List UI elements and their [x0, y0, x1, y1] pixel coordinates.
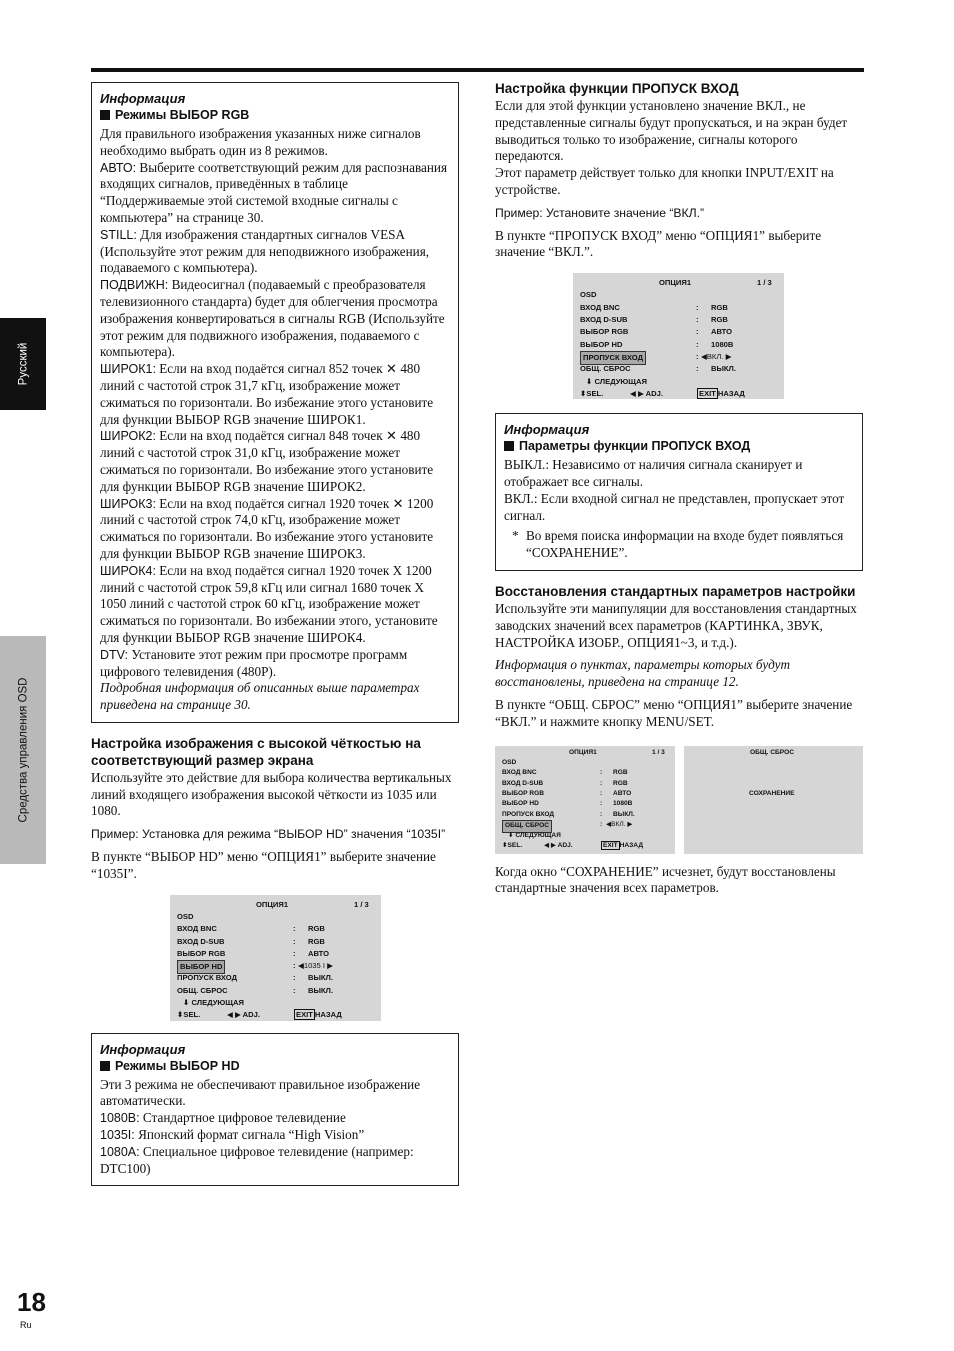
osd-row[interactable]: ВЫБОР HD : 1080B	[502, 800, 633, 808]
side-tab-section: Средства управления OSD	[0, 636, 46, 864]
osd-saving-message: СОХРАНЕНИЕ	[749, 789, 795, 797]
osd-saving-screen	[684, 746, 863, 854]
info-intro: Для правильного изображения указанных ниже сигналов необходимо выбрать один из 8 режимов.	[100, 126, 421, 158]
side-tab-language: Русский	[0, 318, 46, 410]
hd-section-instruction: В пункте “ВЫБОР HD” меню “ОПЦИЯ1” выберите значение “1035I”.	[91, 849, 436, 881]
info-box-skip-params: Информация Параметры функции ПРОПУСК ВХОД ВЫКЛ.: Независимо от наличия сигнала сканирует и отображает все сигналы. ВКЛ.: Если входной сигнал не представлен, пропускает этот сигнал. * Во время поиска информации на входе будет появляться “СОХРАНЕНИЕ”.	[495, 413, 863, 571]
arrow-right-icon: ▶	[327, 961, 333, 971]
osd-row[interactable]: ВЫБОР RGB : АВТО	[177, 948, 330, 958]
left-column	[91, 82, 459, 1186]
exit-key-icon: EXIT	[296, 1010, 313, 1020]
osd-row[interactable]: ВЫБОР RGB : АВТО	[580, 327, 733, 337]
updown-icon: ⬍	[502, 842, 508, 850]
osd-row[interactable]: ВХОД BNC : RGB	[177, 924, 325, 934]
osd-row[interactable]: ОБЩ. СБРОС : ВЫКЛ.	[177, 985, 333, 995]
arrow-right-icon: ▶	[234, 1010, 241, 1020]
info-box-rgb-modes	[91, 82, 459, 723]
osd-row[interactable]: ВХОД D-SUB : RGB	[177, 936, 325, 946]
osd-row[interactable]: ОБЩ. СБРОС : ВЫКЛ.	[580, 364, 736, 374]
osd-row-selected[interactable]: ПРОПУСК ВХОД : ◀ВКЛ. ▶	[580, 351, 784, 363]
square-bullet-icon	[504, 441, 514, 451]
arrow-left-icon: ◀	[630, 388, 636, 398]
square-bullet-icon	[100, 110, 110, 120]
mode-dtv: DTV: Установите этот режим при просмотре программ цифрового телевидения (480P).	[100, 646, 408, 679]
arrow-right-icon: ▶	[725, 351, 732, 361]
exit-key-icon: EXIT	[699, 388, 716, 398]
osd-row-selected[interactable]: ОБЩ. СБРОС : ◀ВКЛ. ▶	[502, 820, 675, 830]
mode-wide4: ШИРОК4: Если на вход подаётся сигнал 1920 точек X 1200 линий с частотой строк 59,8 кГц или сигнал 1680 точек X 1050 линий с частотой строк 60 кГц, изображение может сжиматься по горизонтали. Во избежании этого, установите для функции ВЫБОР RGB значение ШИРОК4.	[100, 562, 438, 645]
arrow-right-icon: ▶	[637, 388, 644, 398]
osd-row[interactable]: ВЫБОР RGB : АВТО	[502, 790, 632, 798]
top-rule	[91, 68, 864, 72]
exit-key-icon: EXIT	[603, 842, 618, 850]
osd-next[interactable]: ⬇ СЛЕДУЮЩАЯ	[586, 376, 647, 386]
mode-wide2: ШИРОК2: Если на вход подаётся сигнал 848 точек ✕ 480 линий с частотой строк 31,0 кГц, изображение может сжиматься по горизонтали. Во избежание этого установите для функции ВЫБОР RGB значение ШИРОК2.	[100, 428, 434, 494]
square-bullet-icon	[100, 1061, 110, 1071]
updown-icon: ⬍	[580, 388, 587, 398]
osd-menu-skip: ОПЦИЯ1 1 / 3 OSD ВХОД BNC : RGB ВХОД D-SUB : RGB ВЫБОР RGB : АВТО ВЫБОР HD : 1080B ПРОПУСК ВХОД : ◀ВКЛ. ▶ ОБЩ. СБРОС : ВЫКЛ. ⬇ СЛЕДУЮЩАЯ ⬍SEL. ◀ ▶ ADJ. EXIT НАЗАД	[573, 273, 784, 399]
osd-menu-hd: ОПЦИЯ1 1 / 3 OSD ВХОД BNC : RGB ВХОД D-SUB : RGB ВЫБОР RGB : АВТО ВЫБОР HD : ◀1035 I ▶ ПРОПУСК ВХОД : ВЫКЛ. ОБЩ. СБРОС : ВЫКЛ. ⬇ СЛЕДУЮЩАЯ ⬍SEL. ◀ ▶ ADJ. EXIT НАЗАД	[170, 895, 381, 1021]
osd-header: OSD	[177, 911, 194, 921]
mode-auto: АВТО: Выберите соответствующий режим для распознавания входящих сигналов, приведённых в таблице “Поддерживаемые этой системой входные сигналы с компьютера” на странице 30.	[100, 159, 448, 225]
osd-menu-reset: ОПЦИЯ1 1 / 3 OSD ВХОД BNC : RGB ВХОД D-SUB : RGB ВЫБОР RGB : АВТО ВЫБОР HD : 1080B ПРОПУСК ВХОД : ВЫКЛ. ОБЩ. СБРОС : ◀ВКЛ. ▶ ⬇ СЛЕДУЮЩАЯ ⬍SEL. ◀ ▶ ADJ. EXIT НАЗАД	[495, 746, 675, 854]
osd-row[interactable]: ВХОД BNC : RGB	[580, 302, 728, 312]
hd-section-body: Используйте это действие для выбора количества вертикальных линий входящего изображения высокой чёткости из 1035 или 1080.	[91, 769, 452, 819]
hd-section-example: Пример: Установка для режима “ВЫБОР HD” значения “1035I”	[91, 827, 446, 842]
mode-wide1: ШИРОК1: Если на вход подаётся сигнал 852 точек ✕ 480 линий с частотой строк 31,7 кГц, изображение может сжиматься по горизонтали. Во избежание этого установите для функции ВЫБОР RGB значение ШИРОК1.	[100, 361, 434, 427]
osd-row[interactable]: ВЫБОР HD : 1080B	[580, 339, 734, 349]
info-box-subtitle: Режимы ВЫБОР RGB	[100, 107, 450, 124]
mode-wide3: ШИРОК3: Если на вход подаётся сигнал 1920 точек ✕ 1200 линий с частотой строк 74,0 кГц, изображение может сжиматься по горизонтали. Во избежание этого установите для функции ВЫБОР RGB значение ШИРОК3.	[100, 495, 434, 561]
hd-section-heading: Настройка изображения с высокой чёткостью на соответствующий размер экрана	[91, 735, 421, 768]
osd-title: ОПЦИЯ1	[256, 899, 289, 909]
arrow-left-icon: ◀	[701, 351, 707, 361]
osd-row[interactable]: ВХОД D-SUB : RGB	[580, 315, 728, 325]
osd-row[interactable]: ВХОД D-SUB : RGB	[502, 779, 628, 787]
mode-motion: ПОДВИЖН: Видеосигнал (подаваемый с преобразователя телевизионного стандарта) будет для облегчения просмотра изображения конвертироваться в сигналы RGB (Используйте этот режим для подвижного изображения, подаваемого с компьютера).	[100, 277, 445, 360]
info-note: * Во время поиска информации на входе будет появляться “СОХРАНЕНИЕ”.	[512, 528, 844, 561]
osd-row[interactable]: ПРОПУСК ВХОД : ВЫКЛ.	[502, 810, 635, 818]
arrow-down-icon: ⬇	[508, 831, 514, 839]
arrow-right-icon: ▶	[550, 842, 556, 850]
page-language-code: Ru	[20, 1320, 32, 1330]
osd-saving-title: ОБЩ. СБРОС	[750, 748, 794, 756]
arrow-down-icon: ⬇	[183, 998, 190, 1008]
right-column: Настройка функции ПРОПУСК ВХОД Если для этой функции установлено значение ВКЛ., не представленные сигналы будут пропускаться, и на экран будет выводиться только то изображение, сигналы которого передаются. Этот параметр действует только для кнопки INPUT/EXIT на устройстве. Пример: Установите значение “ВКЛ.” В пункте “ПРОПУСК ВХОД” меню “ОПЦИЯ1” выберите значение “ВКЛ.”. ОПЦИЯ1 1 / 3 OSD ВХОД BNC : RGB ВХОД D-SUB : RGB ВЫБОР RGB : АВТО ВЫБОР HD : 1080B ПРОПУСК ВХОД : ◀ВКЛ. ▶ ОБЩ. СБРОС : ВЫКЛ. ⬇ СЛЕДУЮЩАЯ ⬍SEL. ◀ ▶ ADJ. EXIT НАЗАД Информация Параметры функции ПРОПУСК ВХОД ВЫКЛ.: Независимо от наличия сигнала сканирует и отображает все сигналы. ВКЛ.: Если входной сигнал не представлен, пропускает этот сигнал. * Во время поиска информации на входе будет появляться “СОХРАНЕНИЕ”. Восстановления стандартных параметров настройки Используйте эти манипуляции для восстановления стандартных заводских значений всех параметров (КАРТИНКА, ЗВУК, НАСТРОЙКА ИЗОБР., ОПЦИЯ1~3, и т.д.). Информация о пунктах, параметры которых будут восстановлены, приведена на странице 12. В пункте “ОБЩ. СБРОС” меню “ОПЦИЯ1” выберите значение “ВКЛ.” и нажмите кнопку MENU/SET. ОПЦИЯ1 1 / 3 OSD ВХОД BNC : RGB ВХОД D-SUB : RGB ВЫБОР RGB : АВТО ВЫБОР HD : 1080B ПРОПУСК ВХОД : ВЫКЛ. ОБЩ. СБРОС : ◀ВКЛ. ▶ ⬇ СЛЕДУЮЩАЯ ⬍SEL. ◀ ▶ ADJ. EXIT НАЗАД ОБЩ. СБРОС СОХРАНЕНИЕ Когда окно “СОХРАНЕНИЕ” исчезнет, будут восстановлены стандартные значения всех параметров.	[495, 80, 863, 897]
info-box-title: Информация	[100, 91, 186, 106]
arrow-left-icon: ◀	[544, 842, 550, 850]
updown-icon: ⬍	[177, 1010, 184, 1020]
osd-next[interactable]: ⬇ СЛЕДУЮЩАЯ	[183, 998, 244, 1008]
arrow-right-icon: ▶	[627, 821, 633, 829]
osd-row[interactable]: ВХОД BNC : RGB	[502, 769, 628, 777]
osd-page: 1 / 3	[354, 899, 369, 909]
info-box-hd-modes: Информация Режимы ВЫБОР HD Эти 3 режима не обеспечивают правильное изображение автоматически. 1080B: Стандартное цифровое телевидение 1035I: Японский формат сигнала “High Vision” 1080A: Специальное цифровое телевидение (например: DTC100)	[91, 1033, 459, 1187]
arrow-left-icon: ◀	[227, 1010, 233, 1020]
arrow-down-icon: ⬇	[586, 376, 593, 386]
skip-section-heading: Настройка функции ПРОПУСК ВХОД	[495, 81, 739, 96]
arrow-left-icon: ◀	[606, 821, 612, 829]
osd-row[interactable]: ПРОПУСК ВХОД : ВЫКЛ.	[177, 973, 333, 983]
mode-still: STILL: Для изображения стандартных сигналов VESA (Используйте этот режим для неподвижного изображения, подаваемого с компьютера).	[100, 226, 430, 276]
arrow-left-icon: ◀	[298, 961, 304, 971]
osd-row-selected[interactable]: ВЫБОР HD : ◀1035 I ▶	[177, 960, 381, 972]
reset-section-heading: Восстановления стандартных параметров настройки	[495, 583, 856, 599]
info-footnote: Подробная информация об описанных выше параметрах приведена на странице 30.	[100, 680, 420, 713]
page-number: 18	[17, 1287, 46, 1317]
osd-next[interactable]: ⬇ СЛЕДУЮЩАЯ	[508, 831, 561, 839]
